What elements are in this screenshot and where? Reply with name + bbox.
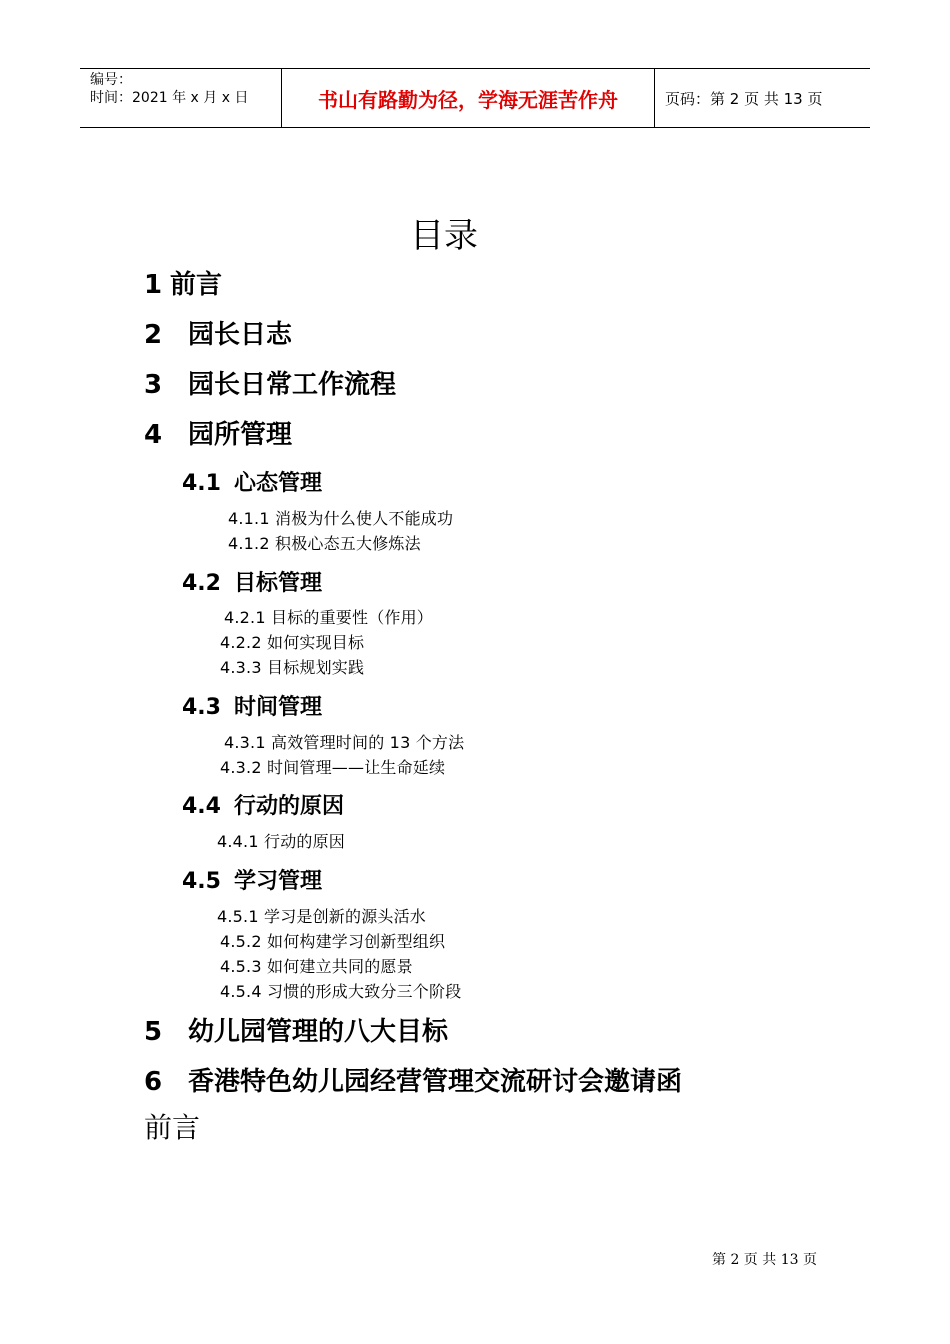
- toc-title: 目录: [410, 216, 478, 256]
- toc-entry-text: 幼儿园管理的八大目标: [188, 1017, 449, 1047]
- toc-entry-text: 心态管理: [234, 471, 323, 496]
- toc-entry-4-3[interactable]: [182, 690, 322, 721]
- toc-entry-1[interactable]: [144, 264, 222, 301]
- header-motto: 书山有路勤为径，学海无涯苦作舟: [282, 69, 655, 127]
- toc-entry-text: 行动的原因: [234, 794, 345, 819]
- toc-entry-number: 1: [144, 270, 163, 300]
- page-footer: 第 2 页 共 13 页: [712, 1252, 817, 1268]
- toc-entry-4-1[interactable]: [182, 466, 322, 497]
- toc-entry-number: 6: [144, 1067, 163, 1097]
- toc-entry-number: 4: [144, 420, 163, 450]
- toc-entry-4-5[interactable]: [182, 864, 322, 895]
- toc-entry-4-3-2[interactable]: 4.3.2 时间管理——让生命延续: [220, 758, 446, 777]
- toc-entry-number: 4.4: [182, 794, 221, 819]
- toc-entry-4-1-1[interactable]: 4.1.1 消极为什么使人不能成功: [228, 509, 454, 528]
- toc-entry-text: 前言: [170, 270, 223, 300]
- toc-entry-5[interactable]: [144, 1011, 448, 1048]
- toc-entry-text: 时间管理: [234, 695, 323, 720]
- toc-entry-4-2-1[interactable]: 4.2.1 目标的重要性（作用）: [224, 608, 433, 627]
- toc-entry-number: 4.3: [182, 695, 221, 720]
- header-meta: [80, 69, 282, 127]
- toc-entry-4-2-3[interactable]: 4.3.3 目标规划实践: [220, 658, 365, 677]
- toc-entry-4-5-3[interactable]: 4.5.3 如何建立共同的愿景: [220, 957, 413, 976]
- toc-entry-3[interactable]: [144, 364, 396, 401]
- toc-entry-number: 4.1: [182, 471, 221, 496]
- toc-entry-6[interactable]: [144, 1061, 682, 1098]
- toc-entry-4-5-4[interactable]: 4.5.4 习惯的形成大致分三个阶段: [220, 982, 462, 1001]
- toc-entry-number: 2: [144, 320, 163, 350]
- toc-entry-text: 园长日常工作流程: [188, 370, 397, 400]
- toc-entry-4-5-1[interactable]: 4.5.1 学习是创新的源头活水: [217, 907, 426, 926]
- toc-entry-4-2[interactable]: [182, 566, 322, 597]
- toc-entry-4-2-2[interactable]: 4.2.2 如何实现目标: [220, 633, 365, 652]
- toc-entry-text: 学习管理: [234, 869, 323, 894]
- toc-entry-text: 香港特色幼儿园经营管理交流研讨会邀请函: [188, 1067, 683, 1097]
- toc-entry-4-3-1[interactable]: 4.3.1 高效管理时间的 13 个方法: [224, 733, 465, 752]
- toc-entry-number: 3: [144, 370, 163, 400]
- toc-entry-4-1-2[interactable]: 4.1.2 积极心态五大修炼法: [228, 534, 421, 553]
- toc-entry-text: 园长日志: [188, 320, 293, 350]
- toc-entry-4-4-1[interactable]: 4.4.1 行动的原因: [217, 832, 345, 851]
- toc-entry-4-4[interactable]: [182, 789, 344, 820]
- toc-entry-text: 园所管理: [188, 420, 293, 450]
- time-label: 时间：2021 年 x 月 x 日: [90, 90, 249, 106]
- toc-entry-number: 4.2: [182, 571, 221, 596]
- toc-entry-2[interactable]: [144, 314, 292, 351]
- toc-entry-text: 目标管理: [234, 571, 323, 596]
- header-page-number: 页码：第 2 页 共 13 页: [665, 89, 823, 108]
- preface-heading: 前言: [144, 1111, 201, 1144]
- toc-entry-4-5-2[interactable]: 4.5.2 如何构建学习创新型组织: [220, 932, 446, 951]
- toc-entry-number: 4.5: [182, 869, 221, 894]
- toc-entry-4[interactable]: [144, 414, 292, 451]
- toc-entry-number: 5: [144, 1017, 163, 1047]
- number-label: 编号：: [90, 72, 132, 88]
- page-header: [80, 68, 870, 128]
